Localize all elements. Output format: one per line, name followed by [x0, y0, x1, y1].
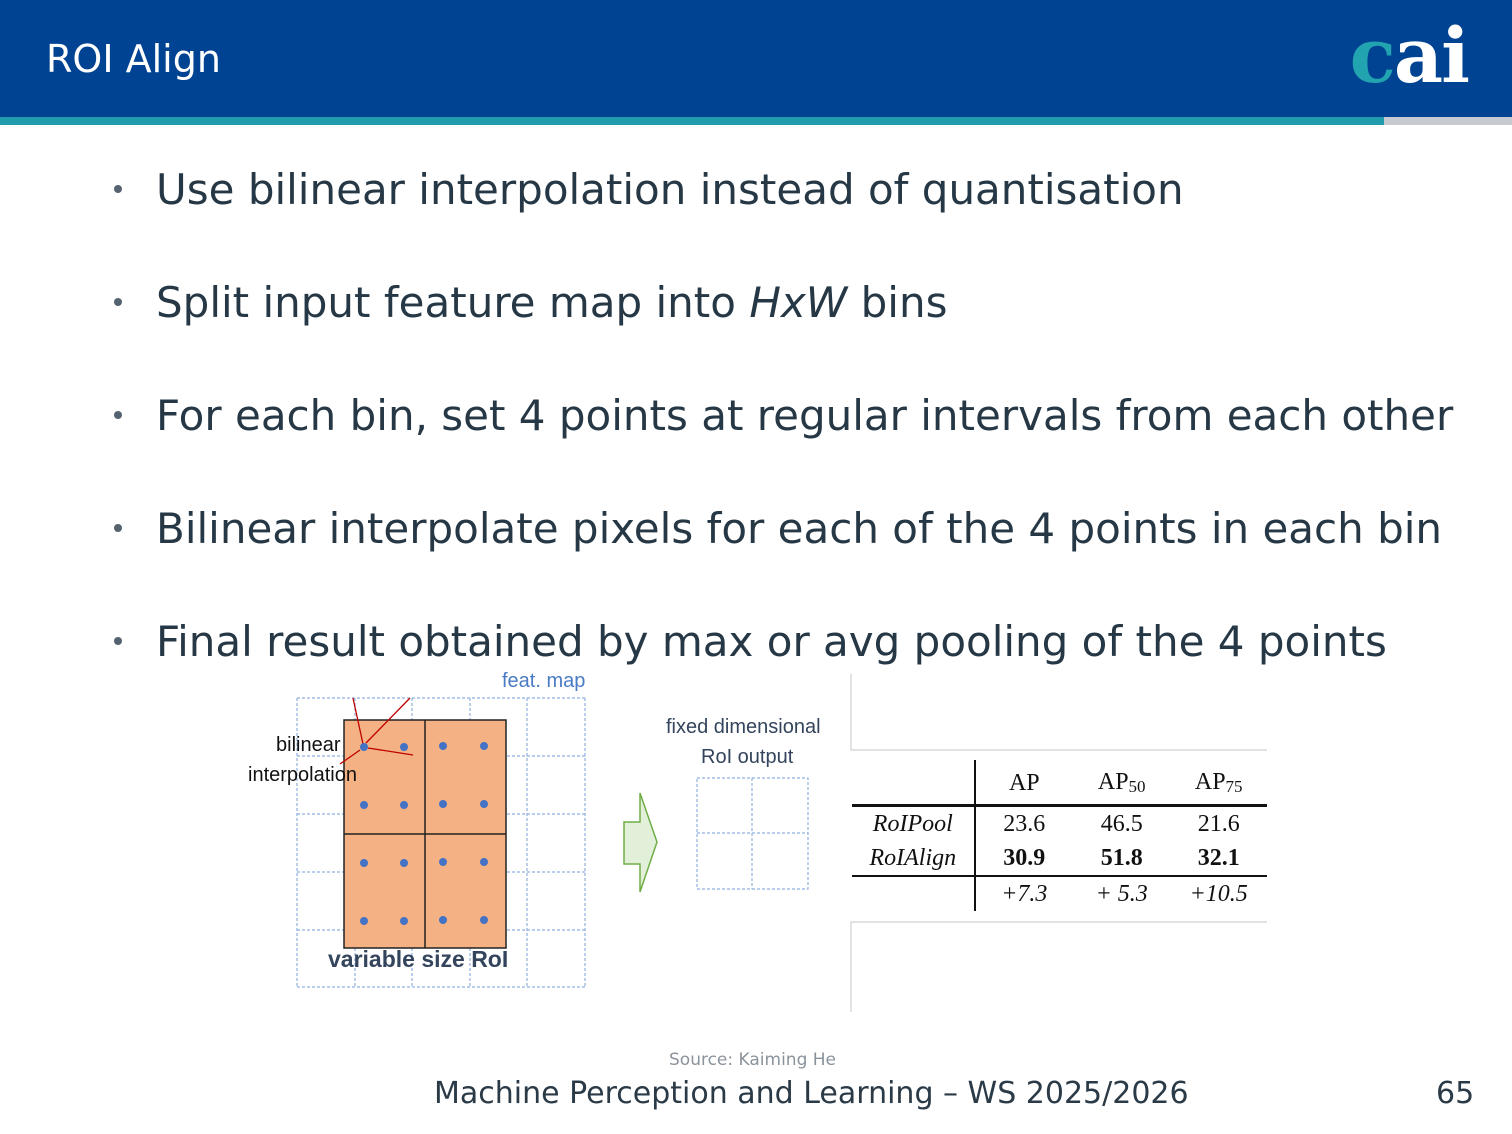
- slide-title: ROI Align: [46, 37, 221, 81]
- bullet-text: Use bilinear interpolation instead of quantisation: [156, 165, 1184, 214]
- bullet-item: [112, 386, 1453, 499]
- delta-ap75: +10.5: [1189, 880, 1248, 907]
- table-row: [852, 841, 1267, 876]
- delta-ap: +7.3: [1001, 880, 1048, 907]
- roi-align-figure: [0, 660, 1512, 1030]
- bullet-text-italic: HxW: [749, 278, 848, 327]
- header-ap50: $AP_{50}$: [1097, 769, 1146, 796]
- cell-ap: 23.6: [1003, 810, 1046, 837]
- accent-line-grey: [1384, 117, 1512, 125]
- logo-c: c: [1349, 11, 1394, 100]
- table-delta-row: [852, 876, 1267, 911]
- bullet-dot: [114, 411, 122, 419]
- cell-ap75: 32.1: [1197, 844, 1240, 871]
- cai-logo: [1350, 12, 1468, 100]
- variable-roi-label: variable size RoI: [328, 946, 509, 972]
- delta-ap50: + 5.3: [1095, 880, 1148, 907]
- bullet-text: bins: [847, 278, 948, 327]
- bullet-dot: [114, 637, 122, 645]
- accent-line-teal: [0, 117, 1384, 125]
- bullet-list: [112, 160, 1453, 725]
- method-name: RoIPool: [852, 806, 975, 842]
- feat-map-label: feat. map: [502, 670, 586, 692]
- fixed-output-grid: [697, 778, 808, 889]
- page-number: 65: [1436, 1076, 1475, 1111]
- bullet-text: Split input feature map into: [156, 278, 750, 327]
- interpolation-label: interpolation: [248, 764, 357, 786]
- table-row: [852, 806, 1267, 842]
- header-ap: AP: [1008, 769, 1040, 796]
- bullet-item: [112, 499, 1453, 612]
- bullet-text: Final result obtained by max or avg pooling of the 4 points: [156, 617, 1387, 666]
- cell-ap: 30.9: [1003, 844, 1046, 871]
- method-name: RoIAlign: [852, 841, 975, 876]
- logo-ai: ai: [1393, 11, 1468, 100]
- bullet-dot: [114, 298, 122, 306]
- results-table: [852, 760, 1267, 911]
- cell-ap50: 46.5: [1100, 810, 1143, 837]
- delta-label: [852, 876, 975, 911]
- bullet-text: For each bin, set 4 points at regular intervals from each other: [156, 391, 1454, 440]
- footer-course: Machine Perception and Learning – WS 2025/2026: [434, 1076, 1189, 1111]
- source-caption: Source: Kaiming He: [669, 1050, 837, 1070]
- table-corner: [852, 760, 975, 806]
- table-header-row: [852, 760, 1267, 806]
- green-arrow: [624, 793, 657, 892]
- bullet-dot: [114, 185, 122, 193]
- bullet-item: [112, 273, 1453, 386]
- cell-ap50: 51.8: [1100, 844, 1143, 871]
- bullet-item: [112, 160, 1453, 273]
- title-bar: [0, 0, 1512, 117]
- bullet-dot: [114, 524, 122, 532]
- header-ap75: $AP_{75}$: [1194, 769, 1243, 796]
- fixed-output-label: fixed dimensional: [666, 716, 821, 738]
- roi-output-label: RoI output: [701, 746, 794, 768]
- bilinear-label: bilinear: [276, 734, 341, 756]
- bullet-text: Bilinear interpolate pixels for each of the 4 points in each bin: [156, 504, 1443, 553]
- cell-ap75: 21.6: [1197, 810, 1240, 837]
